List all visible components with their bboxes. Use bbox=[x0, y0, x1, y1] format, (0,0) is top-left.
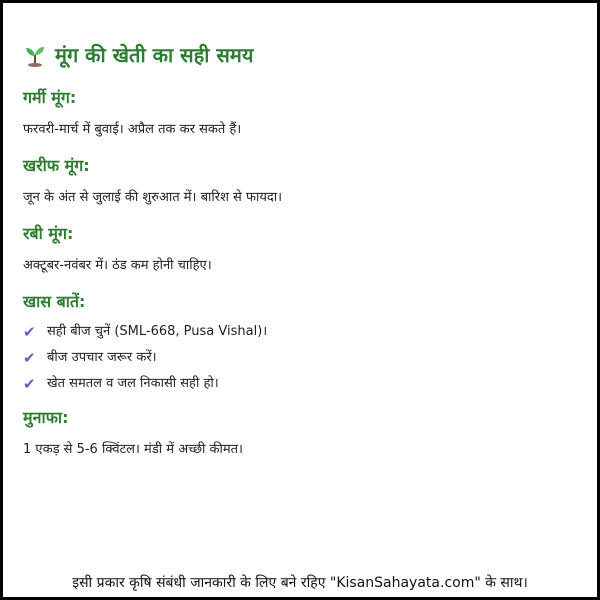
tip-text: खेत समतल व जल निकासी सही हो। bbox=[47, 376, 219, 391]
profit-text: 1 एकड़ से 5-6 क्विंटल। मंडी में अच्छी कीमत। bbox=[23, 442, 243, 457]
check-icon: ✔ bbox=[23, 349, 36, 367]
section-heading-kharif: खरीफ मूंग: bbox=[23, 156, 90, 175]
page-title-row bbox=[23, 43, 577, 67]
tip-text: बीज उपचार जरूर करें। bbox=[47, 350, 157, 365]
profit-heading: मुनाफा: bbox=[23, 408, 69, 427]
footer-note: इसी प्रकार कृषि संबंधी जानकारी के लिए बने रहिए "KisanSahayata.com" के साथ। bbox=[72, 575, 528, 591]
check-icon: ✔ bbox=[23, 375, 36, 393]
list-item bbox=[23, 349, 577, 367]
sprout-icon bbox=[23, 43, 47, 67]
section-text-garmi: फरवरी-मार्च में बुवाई। अप्रैल तक कर सकते हैं। bbox=[23, 122, 242, 137]
tips-list bbox=[23, 323, 577, 393]
check-icon: ✔ bbox=[23, 323, 36, 341]
section-text-kharif: जून के अंत से जुलाई की शुरुआत में। बारिश से फायदा। bbox=[23, 190, 283, 205]
list-item bbox=[23, 323, 577, 341]
tips-heading: खास बातें: bbox=[23, 292, 86, 311]
article bbox=[23, 43, 577, 475]
page-title: मूंग की खेती का सही समय bbox=[55, 43, 254, 67]
section-heading-garmi: गर्मी मूंग: bbox=[23, 88, 77, 107]
list-item bbox=[23, 375, 577, 393]
section-text-rabi: अक्टूबर-नवंबर में। ठंड कम होनी चाहिए। bbox=[23, 258, 212, 273]
tip-text: सही बीज चुनें (SML-668, Pusa Vishal)। bbox=[47, 324, 268, 339]
section-heading-rabi: रबी मूंग: bbox=[23, 224, 74, 243]
